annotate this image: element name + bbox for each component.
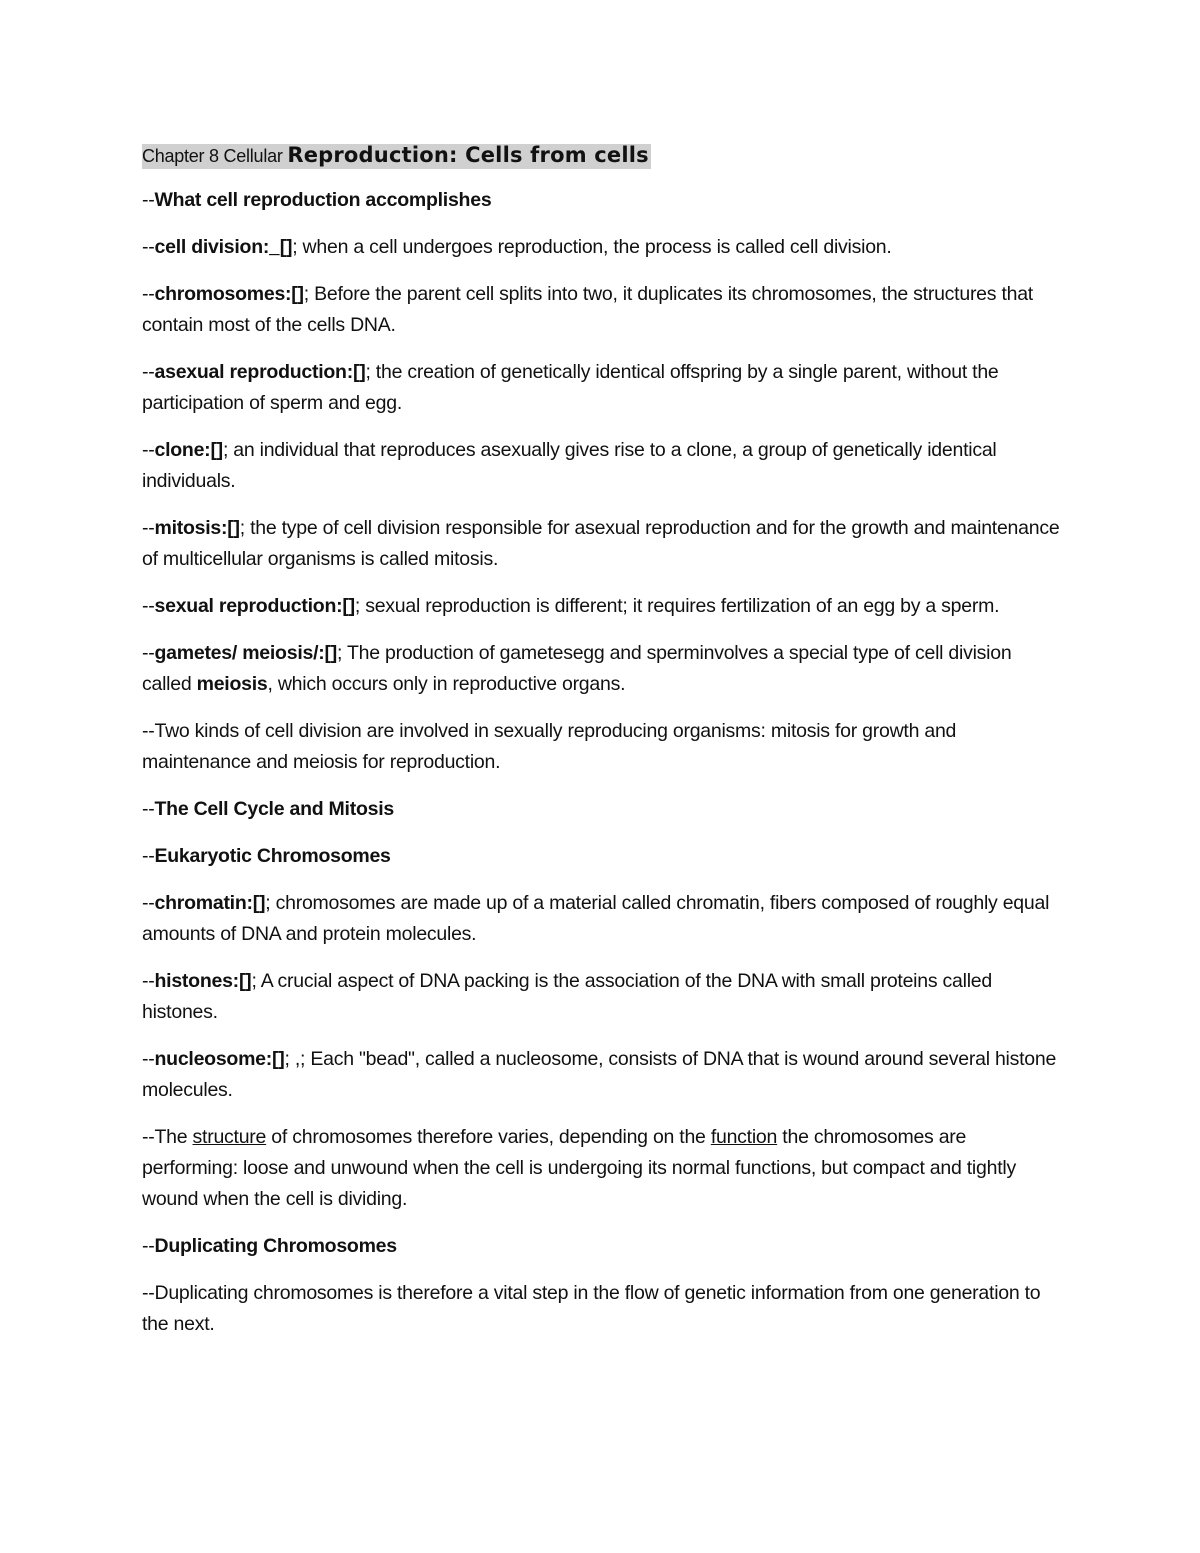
dash: -- — [142, 361, 155, 383]
underlined-word-structure: structure — [192, 1126, 267, 1148]
definition-text: ; A crucial aspect of DNA packing is the association of the DNA with small proteins called histones. — [142, 970, 992, 1023]
definition-text: ; chromosomes are made up of a material called chromatin, fibers composed of roughly equal amounts of DNA and protein molecules. — [142, 892, 1050, 945]
heading-text: What cell reproduction accomplishes — [154, 189, 492, 211]
note-text: Two kinds of cell division are involved in sexually reproducing organisms: mitosis for growth and maintenance and meiosis for reproduction. — [142, 720, 957, 773]
definition-text: ; The production of gametesegg and sperminvolves a special type of cell division called — [142, 642, 1012, 695]
dash: -- — [142, 1048, 155, 1070]
term-nucleosome — [142, 1044, 1062, 1106]
term-label: histones: — [154, 970, 239, 992]
dash: -- — [142, 1126, 155, 1148]
term-label: asexual reproduction: — [154, 361, 353, 383]
term-asexual-reproduction — [142, 357, 1062, 419]
dash: -- — [142, 283, 155, 305]
definition-text: ; ,; Each "bead", called a nucleosome, consists of DNA that is wound around several histone molecules. — [142, 1048, 1057, 1101]
term-histones — [142, 966, 1062, 1028]
definition-text: ; an individual that reproduces asexually gives rise to a clone, a group of genetically identical individuals. — [142, 439, 997, 492]
term-blank: [] — [342, 595, 355, 617]
section-heading-cell-cycle — [142, 794, 1062, 825]
term-blank: [] — [227, 517, 240, 539]
term-label: clone: — [154, 439, 211, 461]
term-chromosomes — [142, 279, 1062, 341]
term-sexual-reproduction — [142, 591, 1062, 622]
definition-text: ; the creation of genetically identical offspring by a single parent, without the participation of sperm and egg. — [142, 361, 999, 414]
definition-text: ; when a cell undergoes reproduction, the process is called cell division. — [292, 236, 892, 258]
note-text-start: The — [154, 1126, 193, 1148]
note-duplicating-vital-step — [142, 1278, 1062, 1340]
dash: -- — [142, 892, 155, 914]
document-body — [142, 138, 1062, 1356]
dash: -- — [142, 845, 155, 867]
term-blank: [] — [238, 970, 252, 992]
document-title — [142, 138, 1062, 173]
term-gametes-meiosis — [142, 638, 1062, 700]
note-text-end: the chromosomes are performing: loose and unwound when the cell is undergoing its normal functions, but compact and tightly wound when the cell is dividing. — [142, 1126, 1016, 1210]
note-two-kinds-of-division — [142, 716, 1062, 778]
definition-text: ; Before the parent cell splits into two, it duplicates its chromosomes, the structures that contain most of the cells DNA. — [142, 283, 1033, 336]
term-blank: [] — [324, 642, 337, 664]
title-highlight — [142, 144, 651, 169]
section-heading-duplicating-chromosomes — [142, 1231, 1062, 1262]
term-label: cell division: — [154, 236, 270, 258]
term-label: sexual reproduction: — [154, 595, 343, 617]
dash: -- — [142, 1235, 155, 1257]
dash: -- — [142, 189, 155, 211]
term-label: chromatin: — [154, 892, 253, 914]
definition-text-end: , which occurs only in reproductive organs. — [267, 673, 626, 695]
term-mitosis — [142, 513, 1062, 575]
note-text: Duplicating chromosomes is therefore a vital step in the flow of genetic information from one generation to the next. — [142, 1282, 1041, 1335]
term-blank: [] — [272, 1048, 285, 1070]
title-prefix: Chapter 8 Cellular — [142, 146, 288, 166]
section-heading-eukaryotic-chromosomes — [142, 841, 1062, 872]
dash: -- — [142, 970, 155, 992]
dash: -- — [142, 595, 155, 617]
term-blank: [] — [210, 439, 223, 461]
term-cell-division — [142, 232, 1062, 263]
term-clone — [142, 435, 1062, 497]
term-blank: [] — [252, 892, 266, 914]
heading-text: Eukaryotic Chromosomes — [154, 845, 391, 867]
bold-word-meiosis: meiosis — [196, 673, 268, 695]
term-blank: [] — [352, 361, 366, 383]
term-label: chromosomes: — [154, 283, 292, 305]
term-blank: _[] — [269, 236, 293, 258]
underlined-word-function: function — [710, 1126, 778, 1148]
title-main: Reproduction: Cells from cells — [287, 143, 649, 167]
dash: -- — [142, 517, 155, 539]
dash: -- — [142, 1282, 155, 1304]
dash: -- — [142, 439, 155, 461]
term-chromatin — [142, 888, 1062, 950]
note-text-middle: of chromosomes therefore varies, depending on the — [266, 1126, 711, 1148]
heading-text: The Cell Cycle and Mitosis — [154, 798, 394, 820]
definition-text: ; the type of cell division responsible for asexual reproduction and for the growth and maintenance of multicellular organisms is called mitosis. — [142, 517, 1060, 570]
dash: -- — [142, 236, 155, 258]
definition-text: ; sexual reproduction is different; it requires fertilization of an egg by a sperm. — [354, 595, 1000, 617]
term-label: gametes/ meiosis/: — [154, 642, 325, 664]
term-label: nucleosome: — [154, 1048, 273, 1070]
dash: -- — [142, 798, 155, 820]
note-structure-function — [142, 1122, 1062, 1215]
term-blank: [] — [291, 283, 304, 305]
section-heading-what-cell-reproduction — [142, 185, 1062, 216]
dash: -- — [142, 720, 155, 742]
heading-text: Duplicating Chromosomes — [154, 1235, 397, 1257]
term-label: mitosis: — [154, 517, 228, 539]
dash: -- — [142, 642, 155, 664]
